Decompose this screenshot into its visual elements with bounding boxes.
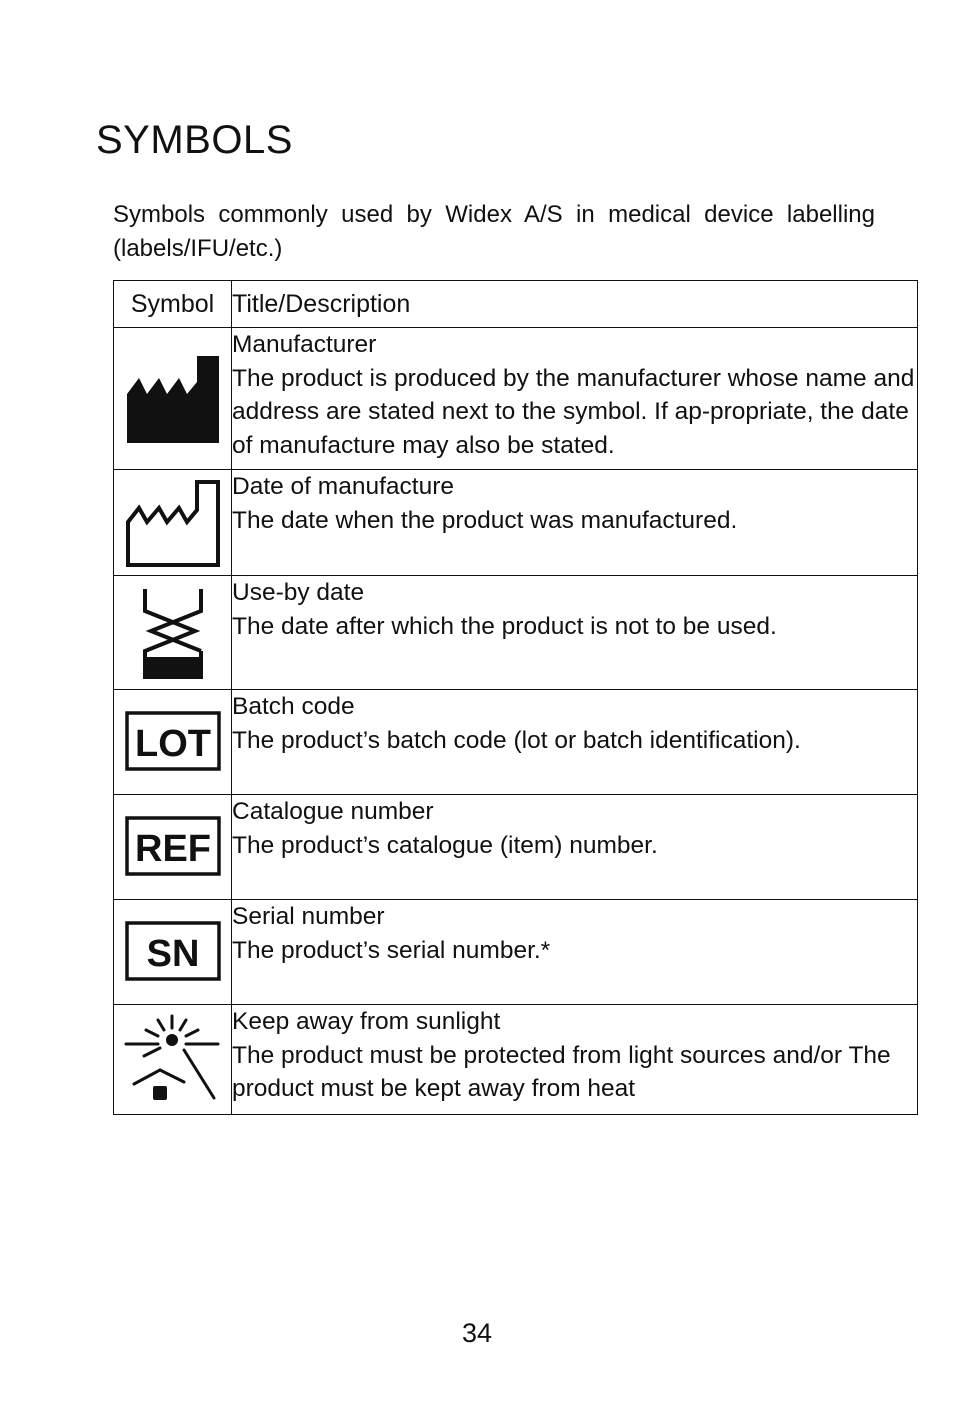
sn-label: SN [146,933,199,975]
row-title: Serial number [232,903,385,930]
symbol-cell [114,1005,232,1115]
row-text: The product’s batch code (lot or batch identification). [232,726,801,754]
header-symbol: Symbol [114,281,232,328]
table-row [114,690,918,795]
keep-away-from-sunlight-icon [124,1014,222,1106]
sn-icon [125,921,221,983]
header-description: Title/Description [232,281,918,328]
row-title: Date of manufacture [232,473,454,500]
symbol-cell [114,795,232,900]
row-title: Manufacturer [232,331,377,358]
hourglass-icon [141,585,205,681]
description-cell [232,328,918,470]
description-cell [232,795,918,900]
manufacturer-icon [125,354,221,444]
symbols-table [113,280,918,1115]
table-row [114,900,918,1005]
symbol-cell [114,328,232,470]
ref-label: REF [134,828,211,870]
lot-label: LOT [134,723,211,765]
row-text: The date when the product was manufactured. [232,506,738,534]
date-of-manufacture-icon [125,478,221,568]
symbol-cell [114,690,232,795]
row-text: The product’s catalogue (item) number. [232,831,658,859]
description-cell [232,1005,918,1115]
row-text: The product’s serial number.* [232,936,551,964]
row-title: Catalogue number [232,798,434,825]
ref-icon [125,816,221,878]
lot-icon [125,711,221,773]
row-text: The date after which the product is not to be used. [232,612,777,640]
intro-text: Symbols commonly used by Widex A/S in medical device labelling (labels/IFU/etc.) [113,201,875,262]
description-cell [232,470,918,576]
table-row [114,576,918,690]
description-cell [232,900,918,1005]
table-row [114,328,918,470]
row-text: The product must be protected from light sources and/or The product must be kept away from heat [232,1041,891,1102]
symbol-cell [114,470,232,576]
table-header-row [114,281,918,328]
page-title: SYMBOLS [96,118,293,162]
description-cell [232,690,918,795]
symbol-cell [114,576,232,690]
description-cell [232,576,918,690]
row-title: Use-by date [232,579,365,606]
table-row [114,795,918,900]
row-text: The product is produced by the manufacturer whose name and address are stated next to the symbol. If ap-propriate, the date of manufacture may also be stated. [232,364,915,459]
row-title: Batch code [232,693,355,720]
symbol-cell [114,900,232,1005]
page-number: 34 [461,1318,493,1348]
row-title: Keep away from sunlight [232,1008,501,1035]
table-row [114,1005,918,1115]
table-row [114,470,918,576]
